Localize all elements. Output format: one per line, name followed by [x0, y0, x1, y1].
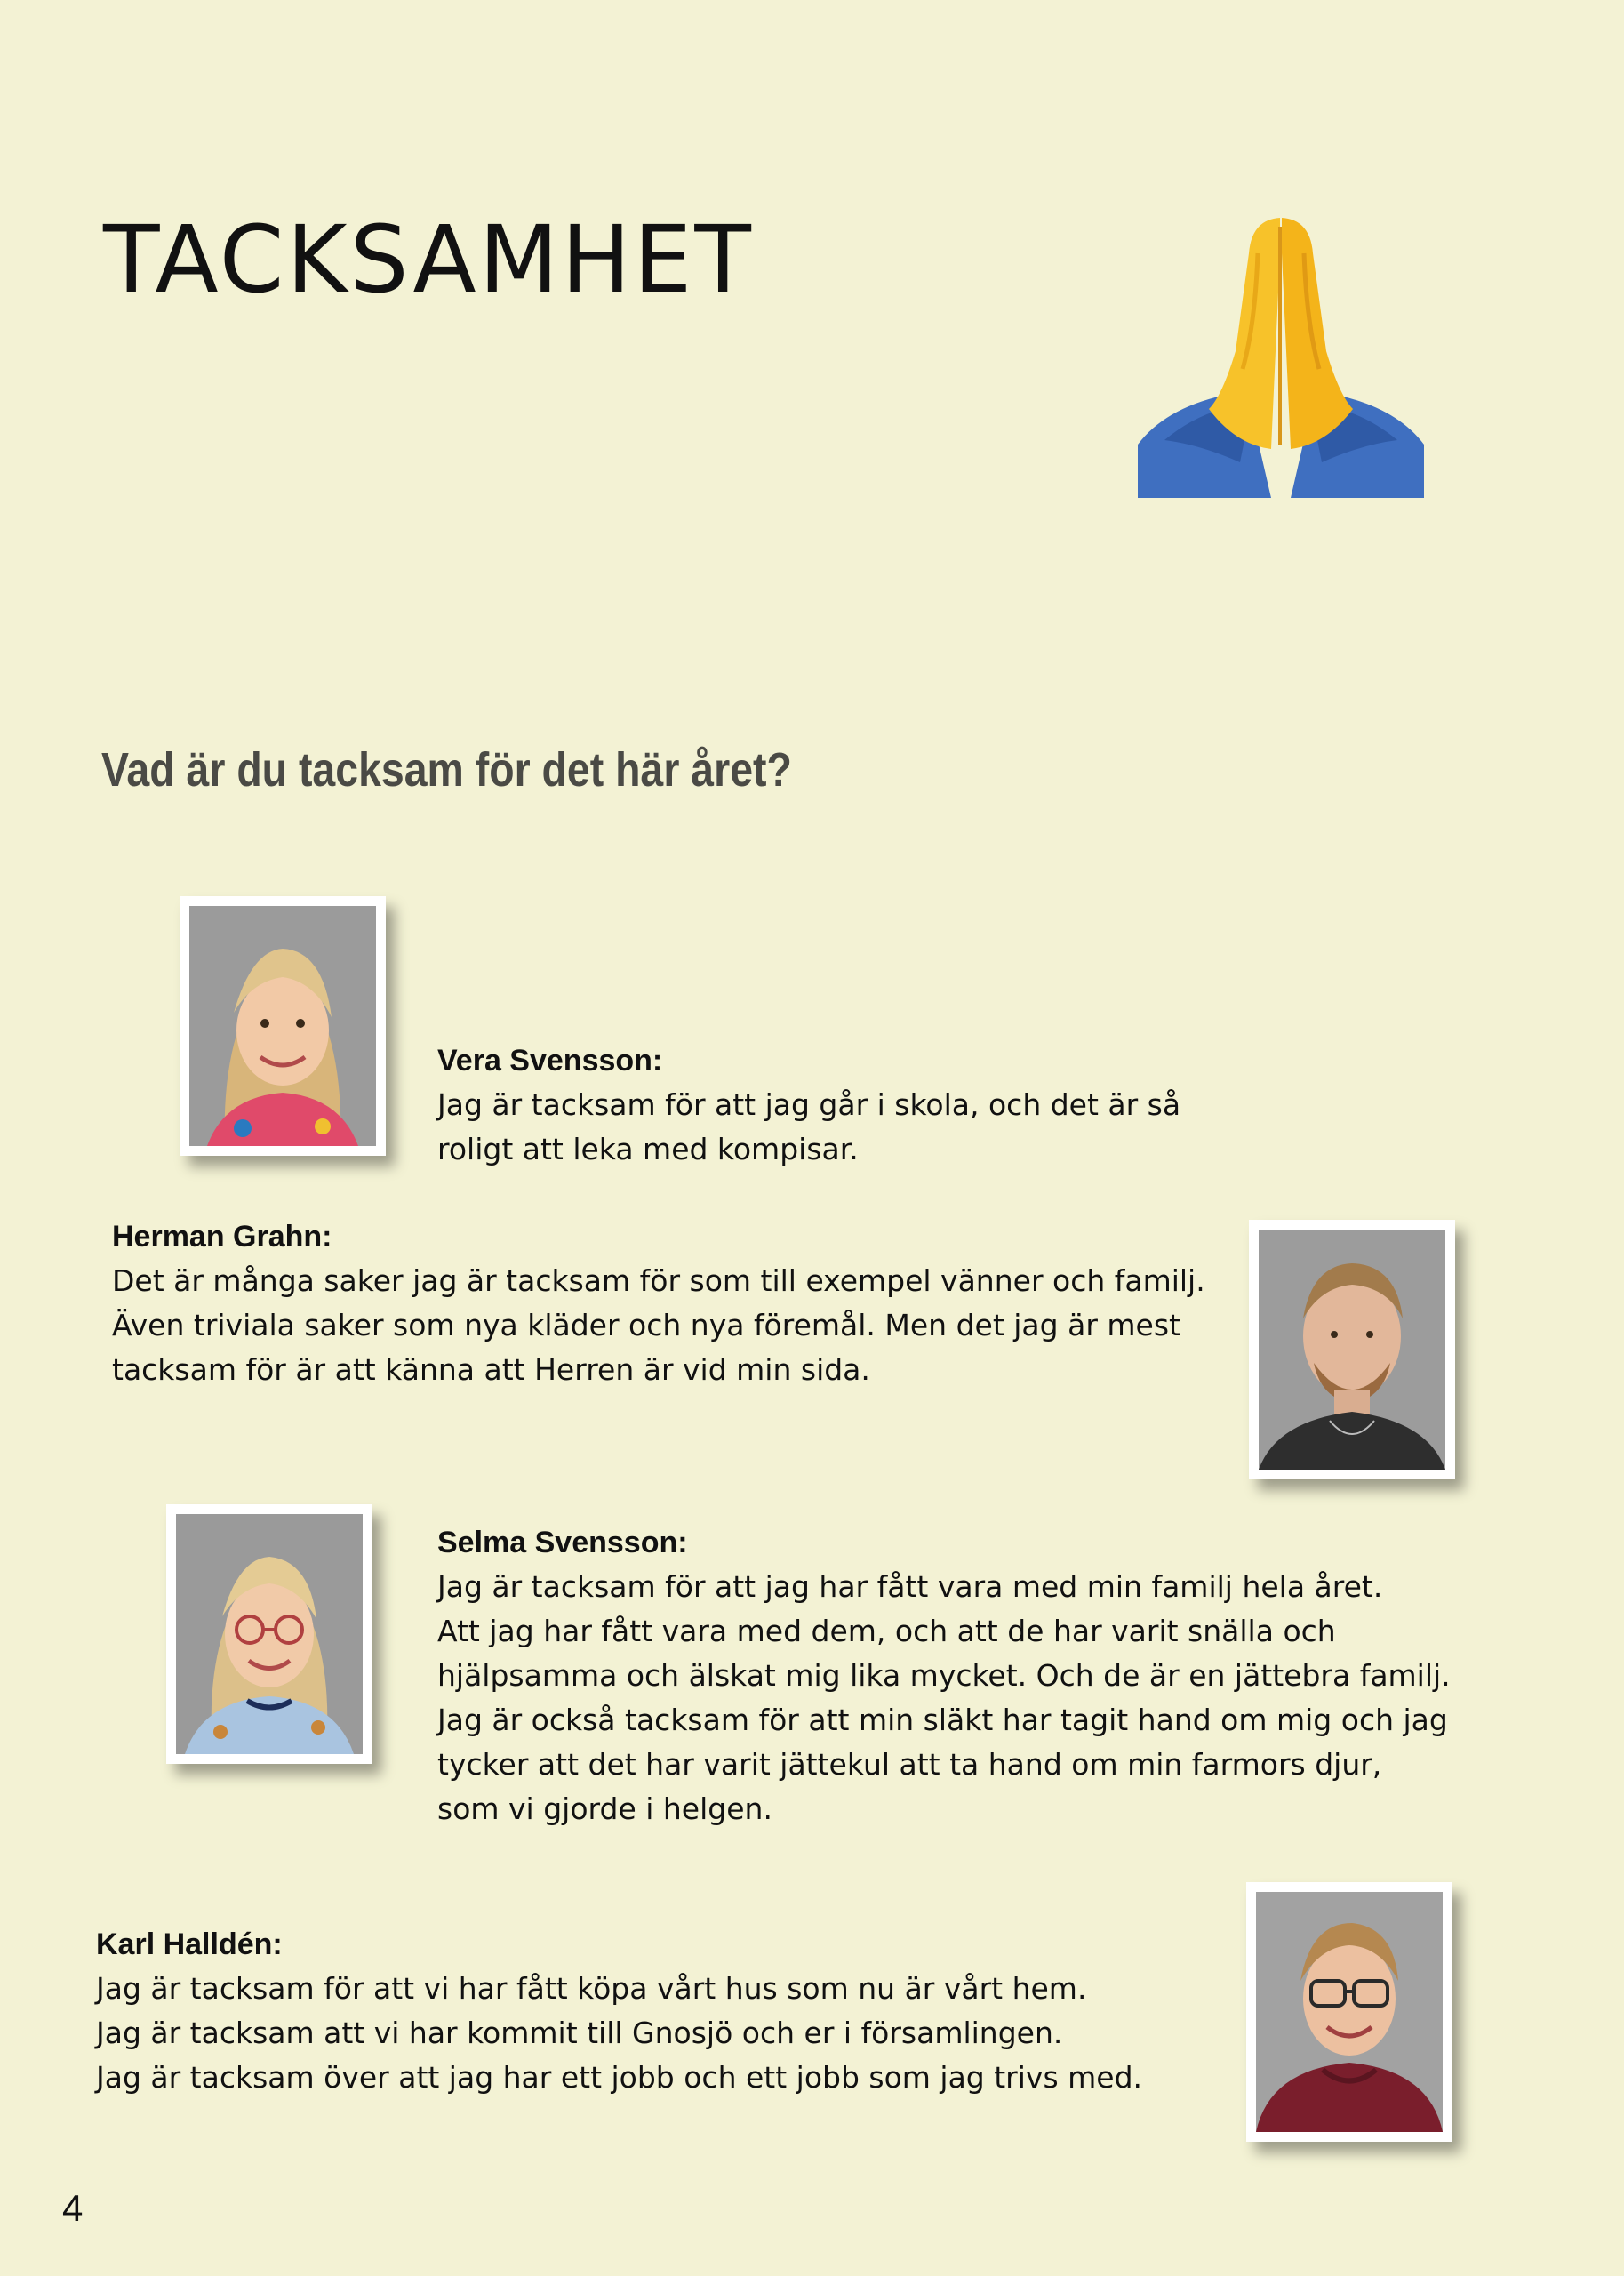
author-name: Karl Halldén:	[96, 1927, 283, 1961]
entry-herman-grahn	[112, 1214, 1205, 1392]
text-line: Jag är tacksam att vi har kommit till Gnosjö och er i församlingen.	[96, 2016, 1063, 2050]
photo-herman-grahn	[1249, 1220, 1455, 1479]
author-name: Herman Grahn:	[112, 1220, 332, 1254]
text-line: Jag är tacksam för att vi har fått köpa vårt hus som nu är vårt hem.	[96, 1971, 1087, 2006]
folded-hands-icon	[1138, 218, 1424, 498]
text-line: Jag är tacksam för att jag går i skola, och det är så	[437, 1087, 1181, 1122]
section-question: Vad är du tacksam för det här året?	[101, 743, 792, 797]
text-line: Att jag har fått vara med dem, och att de har varit snälla och	[437, 1614, 1336, 1648]
page-number: 4	[62, 2187, 84, 2229]
photo-vera-svensson	[180, 896, 386, 1156]
entry-text	[112, 1259, 1205, 1392]
entry-text	[96, 1967, 1142, 2100]
author-name: Selma Svensson:	[437, 1526, 688, 1559]
photo-karl-hallden	[1246, 1882, 1452, 2142]
entry-text	[437, 1565, 1451, 1831]
author-name: Vera Svensson:	[437, 1044, 663, 1078]
text-line: Jag är tacksam för att jag har fått vara med min familj hela året.	[437, 1569, 1383, 1604]
text-line: tycker att det har varit jättekul att ta hand om min farmors djur,	[437, 1747, 1382, 1782]
text-line: roligt att leka med kompisar.	[437, 1132, 859, 1166]
entry-text	[437, 1083, 1180, 1172]
entry-vera-svensson	[437, 1038, 1180, 1172]
text-line: som vi gjorde i helgen.	[437, 1791, 772, 1826]
photo-selma-svensson	[166, 1504, 372, 1764]
text-line: Jag är också tacksam för att min släkt har tagit hand om mig och jag	[437, 1703, 1448, 1737]
text-line: Det är många saker jag är tacksam för som till exempel vänner och familj.	[112, 1263, 1205, 1298]
page-title: TACKSAMHET	[103, 205, 754, 314]
entry-selma-svensson	[437, 1520, 1451, 1831]
text-line: tacksam för är att känna att Herren är vid min sida.	[112, 1352, 870, 1387]
text-line: hjälpsamma och älskat mig lika mycket. Och de är en jättebra familj.	[437, 1658, 1451, 1693]
entry-karl-hallden	[96, 1922, 1142, 2100]
text-line: Även triviala saker som nya kläder och nya föremål. Men det jag är mest	[112, 1308, 1180, 1342]
text-line: Jag är tacksam över att jag har ett jobb och ett jobb som jag trivs med.	[96, 2060, 1143, 2095]
